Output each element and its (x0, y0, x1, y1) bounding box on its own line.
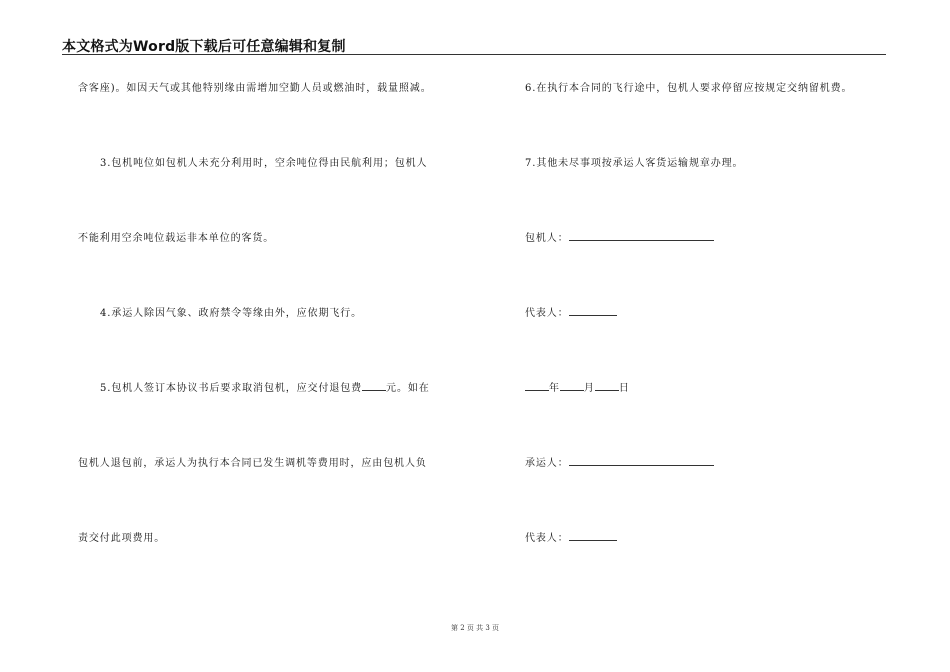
year-label: 年 (549, 383, 560, 394)
charterer-signature-line (525, 229, 714, 244)
representative-1-blank (569, 306, 617, 316)
carrier-label: 承运人： (525, 458, 569, 469)
representative-1-line (525, 304, 617, 319)
left-para-line-2: 3.包机吨位如包机人未充分利用时，空余吨位得由民航利用；包机人 (100, 158, 428, 169)
charterer-blank (569, 231, 714, 241)
representative-2-line (525, 529, 617, 544)
year-blank (525, 381, 549, 391)
representative-1-label: 代表人： (525, 308, 569, 319)
refund-fee-blank (362, 381, 386, 391)
day-label: 日 (618, 383, 630, 394)
month-blank (560, 381, 584, 391)
left-para-line-3: 不能利用空余吨位载运非本单位的客货。 (78, 233, 275, 244)
page-number: 第 2 页 共 3 页 (450, 624, 500, 632)
left-para-line-1: 含客座)。如因天气或其他特别缘由需增加空勤人员或燃油时，载量照减。 (78, 83, 432, 94)
carrier-blank (569, 456, 714, 466)
left-para-line-5-start: 5.包机人签订本协议书后要求取消包机，应交付退包费 (100, 383, 363, 394)
header-rule (62, 54, 886, 55)
document-header-title: 本文格式为Word版下载后可任意编辑和复制 (62, 39, 346, 55)
left-para-line-7: 责交付此项费用。 (78, 533, 166, 544)
charterer-label: 包机人： (525, 233, 569, 244)
left-para-line-5-end: 元。如在 (386, 383, 430, 394)
representative-2-label: 代表人： (525, 533, 569, 544)
day-blank (595, 381, 619, 391)
right-para-line-1: 6.在执行本合同的飞行途中，包机人要求停留应按规定交纳留机费。 (525, 83, 853, 94)
representative-2-blank (569, 531, 617, 541)
left-para-line-5 (100, 379, 430, 394)
right-para-line-2: 7.其他未尽事项按承运人客货运输规章办理。 (525, 158, 744, 169)
month-label: 月 (583, 383, 595, 394)
date-line (525, 379, 630, 394)
carrier-signature-line (525, 454, 714, 469)
left-para-line-4: 4.承运人除因气象、政府禁令等缘由外，应依期飞行。 (100, 308, 363, 319)
left-para-line-6: 包机人退包前，承运人为执行本合同已发生调机等费用时，应由包机人负 (78, 458, 427, 469)
